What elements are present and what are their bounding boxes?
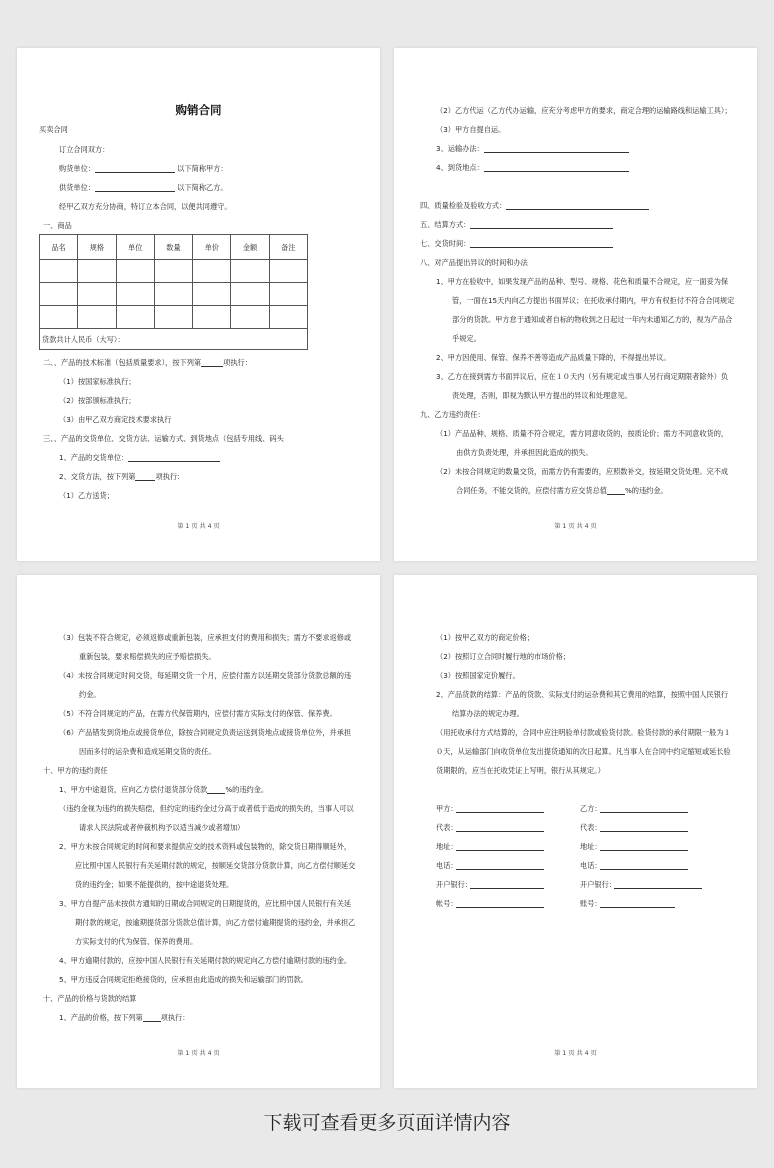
party-a-blank[interactable]	[456, 804, 544, 813]
settlement-line	[420, 220, 613, 229]
table-cell[interactable]	[231, 283, 269, 306]
table-header-cell: 备注	[269, 235, 307, 260]
sign-label: 开户银行：	[436, 880, 472, 889]
buyer-line	[59, 164, 228, 173]
contract-page-2	[394, 48, 757, 561]
sign-label: 账号：	[580, 899, 602, 908]
table-header-cell: 金额	[231, 235, 269, 260]
section-seller-liability: 九、乙方违约责任：	[420, 410, 485, 419]
clause-text: 3、甲方自提产品未按供方通知的日期或合同规定的日期提货的，应比照中国人民银行有关延	[59, 899, 352, 908]
table-header-cell: 规格	[78, 235, 116, 260]
delivery-time-line	[420, 239, 613, 248]
table-cell[interactable]	[40, 306, 78, 329]
clause-text: （3）包装不符合规定，必须返修或重新包装，应承担支付的费用和损失；需方不要求返修或	[59, 633, 352, 642]
table-header-cell: 数量	[154, 235, 192, 260]
bank-b-blank[interactable]	[614, 880, 702, 889]
price-option-blank[interactable]	[143, 1013, 161, 1022]
table-cell[interactable]	[231, 260, 269, 283]
table-header-cell: 品名	[40, 235, 78, 260]
party-b-blank[interactable]	[600, 804, 688, 813]
transport-method-label: 3、运输办法：	[436, 144, 484, 153]
sign-label: 电话：	[580, 861, 602, 870]
delivery-method-label: 2、交货方法，按下列第	[59, 472, 136, 481]
sign-label: 甲方：	[436, 804, 458, 813]
section-objection: 八、对产品提出异议的时间和办法	[420, 258, 528, 267]
clause-text: 2、甲方未按合同规定的时间和要求提供应交的技术资料或包装物的，除交货日期得顺延外，	[59, 842, 352, 851]
sign-party-a	[436, 804, 458, 813]
sign-account-b	[580, 899, 602, 908]
price-option: （2）按照订立合同时履行地的市场价格；	[436, 652, 570, 661]
page-footer: 第 1 页 共 4 页	[177, 523, 220, 530]
sign-phone-a	[436, 861, 458, 870]
clause-text: 结算办法的规定办理。	[452, 709, 524, 718]
delivery-option-1: （1）乙方送货；	[59, 491, 114, 500]
table-cell[interactable]	[78, 306, 116, 329]
clause-text: 方实际支付的代为保管、保养的费用。	[75, 937, 198, 946]
clause-text: 货期限的，应当在托收凭证上写明，银行从其规定。）	[436, 766, 605, 775]
clause-text: 项执行：	[160, 1013, 190, 1022]
section-delivery: 三、、产品的交货单位、交货方法、运输方式、到货地点（包括专用线、码头	[43, 434, 284, 443]
sign-bank-b	[580, 880, 616, 889]
section-tech-standard-suffix: 项执行：	[223, 358, 252, 367]
buyer-label: 购货单位：	[59, 164, 95, 173]
table-row	[40, 260, 308, 283]
clause-text: 1、产品的价格，按下列第	[59, 1013, 143, 1022]
table-cell[interactable]	[40, 260, 78, 283]
table-cell[interactable]	[269, 283, 307, 306]
page-footer: 第 1 页 共 4 页	[554, 523, 597, 530]
table-cell[interactable]	[78, 260, 116, 283]
liability-text: %的违约金。	[624, 486, 668, 495]
table-cell[interactable]	[40, 283, 78, 306]
standard-item-2: （2）按部颁标准执行；	[59, 396, 136, 405]
bank-a-blank[interactable]	[470, 880, 544, 889]
objection-text: 部分的货款。甲方怠于通知或者自标的物收到之日起过一年内未通知乙方的，视为产品合	[452, 315, 733, 324]
inspection-label: 四、质量检验及验收方式：	[420, 201, 507, 210]
objection-text: 责处理，否则，即视为默认甲方提出的异议和处理意见。	[452, 391, 632, 400]
clause-text: %的违约金。	[225, 785, 269, 794]
sign-label: 乙方：	[580, 804, 602, 813]
rep-b-blank[interactable]	[600, 823, 688, 832]
penalty-percent-blank[interactable]	[607, 486, 625, 495]
liability-text: 合同任务，不能交货的，应偿付需方应交货总值	[456, 486, 607, 495]
clause-text: 应比照中国人民银行有关延期付款的规定，按顺延交货部分货款计算，向乙方偿付顺延交	[75, 861, 356, 870]
sign-address-b	[580, 842, 602, 851]
table-cell[interactable]	[269, 260, 307, 283]
transport-option-3: （3）甲方自提自运。	[436, 125, 506, 134]
transport-method-blank[interactable]	[484, 144, 629, 153]
seller-line	[59, 183, 228, 192]
price-option: （3）按照国家定价履行。	[436, 671, 520, 680]
arrival-place-blank[interactable]	[484, 163, 629, 172]
seller-blank[interactable]	[95, 183, 175, 192]
section-buyer-liability: 十、甲方的违约责任	[43, 766, 108, 775]
contract-page-4	[394, 575, 757, 1088]
return-percent-blank[interactable]	[207, 785, 225, 794]
standard-item-3: （3）由甲乙双方商定技术要求执行	[59, 415, 172, 424]
account-a-blank[interactable]	[456, 899, 544, 908]
sign-party-b	[580, 804, 602, 813]
address-a-blank[interactable]	[456, 842, 544, 851]
sign-label: 代表：	[436, 823, 458, 832]
return-penalty-line	[59, 785, 268, 794]
delivery-method-line	[59, 472, 184, 481]
table-total-cell: 货款共计人民币（大写）：	[40, 329, 308, 350]
inspection-line	[420, 201, 649, 210]
price-line	[59, 1013, 189, 1022]
seller-suffix: 以下简称乙方。	[177, 183, 228, 192]
clause-text: （用托收承付方式结算的，合同中应注明验单付款或验货付款。验货付款的承付期限一般为１	[436, 728, 731, 737]
liability-text: （2）未按合同规定的数量交货，而需方仍有需要的，应照数补交，按延期交货处理。完不成	[436, 467, 729, 476]
clause-text: 因而多付的运杂费和造成延期交货的责任。	[79, 747, 216, 756]
delivery-time-blank[interactable]	[470, 239, 613, 248]
sign-label: 帐号：	[436, 899, 458, 908]
table-cell[interactable]	[231, 306, 269, 329]
table-header-cell: 单价	[193, 235, 231, 260]
table-cell[interactable]	[78, 283, 116, 306]
clause-text: 货的违约金；如果不能提供的，按中途退货处理。	[75, 880, 234, 889]
download-caption: 下载可查看更多页面详情内容	[263, 1112, 511, 1134]
settlement-label: 五、结算方式：	[420, 220, 471, 229]
delivery-unit-label: 1、产品的交货单位：	[59, 453, 129, 462]
table-cell[interactable]	[116, 306, 154, 329]
clause-text: 2、产品货款的结算：产品的货款、实际支付的运杂费和其它费用的结算，按照中国人民银行	[436, 690, 729, 699]
delivery-method-suffix: 项执行：	[155, 472, 185, 481]
transport-method-line	[436, 144, 629, 153]
clause-text: ０天，从运输部门向收货单位发出提货通知的次日起算。凡当事人在合同中约定缩短或延长验	[436, 747, 731, 756]
sign-phone-b	[580, 861, 602, 870]
table-header-row	[40, 235, 308, 260]
table-header-cell: 单位	[116, 235, 154, 260]
contract-page-3	[17, 575, 380, 1088]
clause-text: 重新包装，要求赔偿损失的应予赔偿损失。	[79, 652, 216, 661]
section-goods: 一、商品	[43, 221, 72, 230]
clause-text: 1、甲方中途退货，应向乙方偿付退货部分货款	[59, 785, 208, 794]
clause-text: （5）不符合同规定的产品，在需方代保管期内，应偿付需方实际支付的保管、保养费。	[59, 709, 337, 718]
objection-text: 3、乙方在接到需方书面异议后，应在１０天内（另有规定或当事人另行商定期限者除外）负	[436, 372, 729, 381]
agreement-text: 经甲乙双方充分协商，特订立本合同，以便共同遵守。	[59, 202, 232, 211]
table-cell[interactable]	[154, 260, 192, 283]
address-b-blank[interactable]	[600, 842, 688, 851]
buyer-blank[interactable]	[95, 164, 175, 173]
clause-text: 请求人民法院或者仲裁机构予以适当减少或者增加）	[79, 823, 245, 832]
section-tech-standard-text: 二、、产品的技术标准（包括质量要求），按下列第	[43, 358, 202, 367]
standard-item-1: （1）按国家标准执行；	[59, 377, 136, 386]
page-footer: 第 1 页 共 4 页	[554, 1050, 597, 1057]
objection-text: 乎规定。	[452, 334, 481, 343]
clause-text: 5、甲方违反合同规定拒绝接货的，应承担由此造成的损失和运输部门的罚款。	[59, 975, 308, 984]
goods-table	[39, 234, 308, 350]
section-price-settlement: 十、产品的价格与货款的结算	[43, 994, 137, 1003]
delivery-method-blank[interactable]	[135, 472, 155, 481]
phone-a-blank[interactable]	[456, 861, 544, 870]
table-cell[interactable]	[193, 283, 231, 306]
sign-address-a	[436, 842, 458, 851]
sign-label: 地址：	[580, 842, 602, 851]
delivery-unit-blank[interactable]	[128, 453, 220, 462]
table-cell[interactable]	[193, 260, 231, 283]
clause-text: （违约金视为违约的损失赔偿，但约定的违约金过分高于或者低于造成的损失的，当事人可以	[59, 804, 354, 813]
arrival-place-label: 4、到货地点：	[436, 163, 484, 172]
sign-account-a	[436, 899, 458, 908]
sign-label: 开户银行：	[580, 880, 616, 889]
delivery-time-label: 七、交货时间：	[420, 239, 471, 248]
liability-text: 由供方负责处理，并承担因此造成的损失。	[456, 448, 593, 457]
delivery-unit-line	[59, 453, 220, 462]
settlement-blank[interactable]	[470, 220, 613, 229]
sign-label: 代表：	[580, 823, 602, 832]
clause-text: 期付款的规定，按逾期提货部分货款总值计算，向乙方偿付逾期提货的违约金，并承担乙	[75, 918, 356, 927]
table-row	[40, 306, 308, 329]
objection-text: 2、甲方因使用、保管、保养不善等造成产品质量下降的，不得提出异议。	[436, 353, 671, 362]
buyer-suffix: 以下简称甲方：	[177, 164, 228, 173]
contract-page-1	[17, 48, 380, 561]
sign-bank-a	[436, 880, 472, 889]
contract-subtitle: 买卖合同	[39, 125, 68, 134]
clause-text: （6）产品错发到货地点或接货单位，除按合同规定负责运送到货地点或接货单位外，并承担	[59, 728, 352, 737]
table-cell[interactable]	[116, 283, 154, 306]
table-cell[interactable]	[154, 306, 192, 329]
contract-title: 购销合同	[175, 103, 222, 117]
transport-option-2: （2）乙方代运（乙方代办运输，应充分考虑甲方的要求，商定合理的运输路线和运输工具）；	[436, 106, 732, 115]
table-cell[interactable]	[193, 306, 231, 329]
table-row	[40, 283, 308, 306]
table-total-row	[40, 329, 308, 350]
clause-text: 约金。	[79, 690, 101, 699]
rep-a-blank[interactable]	[456, 823, 544, 832]
parties-intro: 订立合同双方：	[59, 145, 110, 154]
tech-standard-blank[interactable]	[201, 358, 223, 367]
table-cell[interactable]	[269, 306, 307, 329]
sign-rep-a	[436, 823, 458, 832]
sign-label: 地址：	[436, 842, 458, 851]
phone-b-blank[interactable]	[600, 861, 688, 870]
page-footer: 第 1 页 共 4 页	[177, 1050, 220, 1057]
table-cell[interactable]	[116, 260, 154, 283]
inspection-blank[interactable]	[506, 201, 649, 210]
objection-text: 管，一面在15天内向乙方提出书面异议；在托收承付期内，甲方有权拒付不符合合同规定	[452, 296, 735, 305]
seller-label: 供货单位：	[59, 183, 95, 192]
price-option: （1）按甲乙双方的商定价格；	[436, 633, 535, 642]
clause-text: （4）未按合同规定时间交货，每延期交货一个月，应偿付需方以延期交货部分货款总额的违	[59, 671, 352, 680]
sign-rep-b	[580, 823, 602, 832]
liability-penalty-line	[456, 486, 668, 495]
table-cell[interactable]	[154, 283, 192, 306]
clause-text: 4、甲方逾期付款的，应按中国人民银行有关延期付款的规定向乙方偿付逾期付款的违约金。	[59, 956, 352, 965]
account-b-blank[interactable]	[600, 899, 675, 908]
liability-text: （1）产品品种、规格、质量不符合规定，需方同意收货的，按质论价；需方不同意收货的，	[436, 429, 729, 438]
sign-label: 电话：	[436, 861, 458, 870]
section-tech-standard	[43, 358, 252, 367]
arrival-place-line	[436, 163, 629, 172]
objection-text: 1、甲方在验收中，如果发现产品的品种、型号、规格、花色和质量不合规定，应一面妥为保	[436, 277, 729, 286]
